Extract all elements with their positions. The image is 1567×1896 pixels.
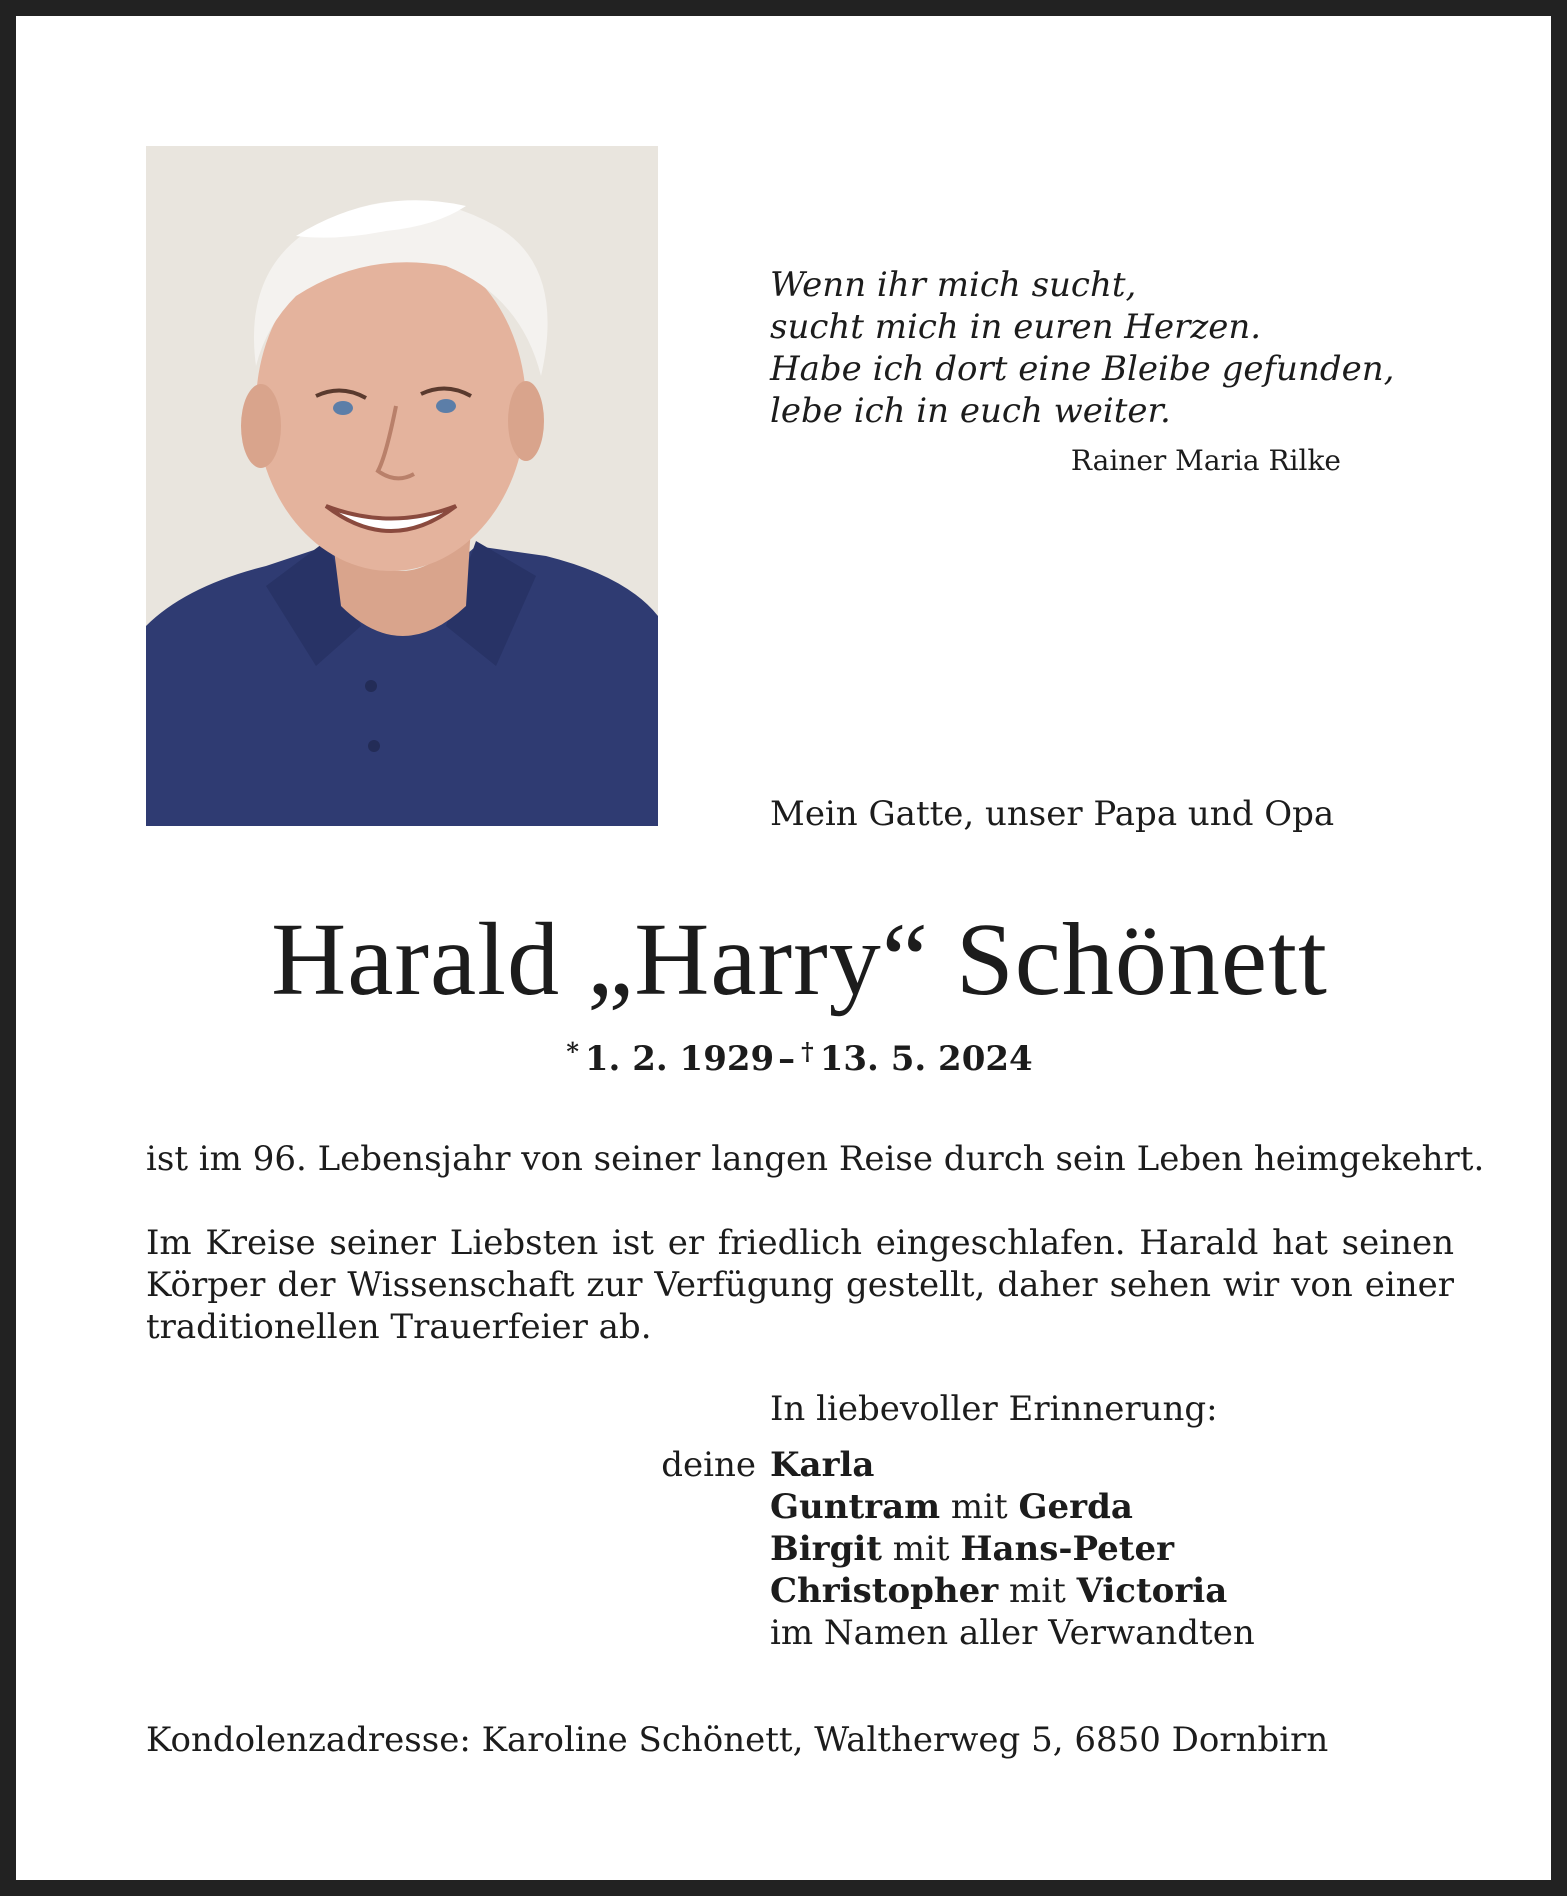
family-connector: mit: [892, 1529, 950, 1569]
life-dates: [16, 1031, 1567, 1080]
family-row: [770, 1486, 1255, 1528]
memory-heading: In liebevoller Erinnerung:: [770, 1389, 1218, 1429]
family-partner: Victoria: [1076, 1571, 1228, 1611]
poem-line: Habe ich dort eine Bleibe gefunden,: [770, 349, 1395, 389]
portrait-photo: [146, 146, 658, 826]
deceased-name: Harald „Harry“ Schönett: [271, 902, 1328, 1017]
family-connector: mit: [950, 1487, 1008, 1527]
family-name: Guntram: [770, 1487, 941, 1527]
paragraph-line: Körper der Wissenschaft zur Verfügung gestellt, daher sehen wir von einer: [146, 1265, 1454, 1305]
poem-line: Wenn ihr mich sucht,: [770, 265, 1137, 305]
family-partner: Hans-Peter: [960, 1529, 1175, 1569]
paragraph-lifespan: ist im 96. Lebensjahr von seiner langen Reise durch sein Leben heimgekehrt.: [146, 1139, 1485, 1179]
poem: [770, 264, 1394, 432]
poem-line: lebe ich in euch weiter.: [770, 391, 1171, 431]
death-symbol: †: [801, 1037, 814, 1066]
poem-line: sucht mich in euren Herzen.: [770, 307, 1262, 347]
family-list: [770, 1444, 1255, 1654]
intro-line: Mein Gatte, unser Papa und Opa: [770, 794, 1335, 834]
paragraph-line: traditionellen Trauerfeier ab.: [146, 1307, 652, 1347]
death-date: 13. 5. 2024: [819, 1039, 1033, 1079]
family-connector: mit: [1008, 1571, 1066, 1611]
paragraph-line: Im Kreise seiner Liebsten ist er friedlich eingeschlafen. Harald hat seinen: [146, 1223, 1454, 1263]
poem-author: Rainer Maria Rilke: [1070, 444, 1341, 477]
family-row: [770, 1570, 1255, 1612]
family-name: Karla: [770, 1445, 875, 1485]
family-name: Birgit: [770, 1529, 882, 1569]
family-row: [770, 1528, 1255, 1570]
condolence-address: Kondolenzadresse: Karoline Schönett, Waltherweg 5, 6850 Dornbirn: [146, 1720, 1329, 1760]
birth-symbol: *: [566, 1037, 579, 1066]
family-prefix: deine: [661, 1445, 756, 1485]
date-separator: –: [778, 1039, 796, 1079]
family-closing: im Namen aller Verwandten: [770, 1613, 1255, 1653]
paragraph-farewell: [146, 1222, 1454, 1348]
family-name: Christopher: [770, 1571, 999, 1611]
birth-date: 1. 2. 1929: [584, 1039, 775, 1079]
family-row: [770, 1444, 1255, 1486]
family-partner: Gerda: [1018, 1487, 1133, 1527]
